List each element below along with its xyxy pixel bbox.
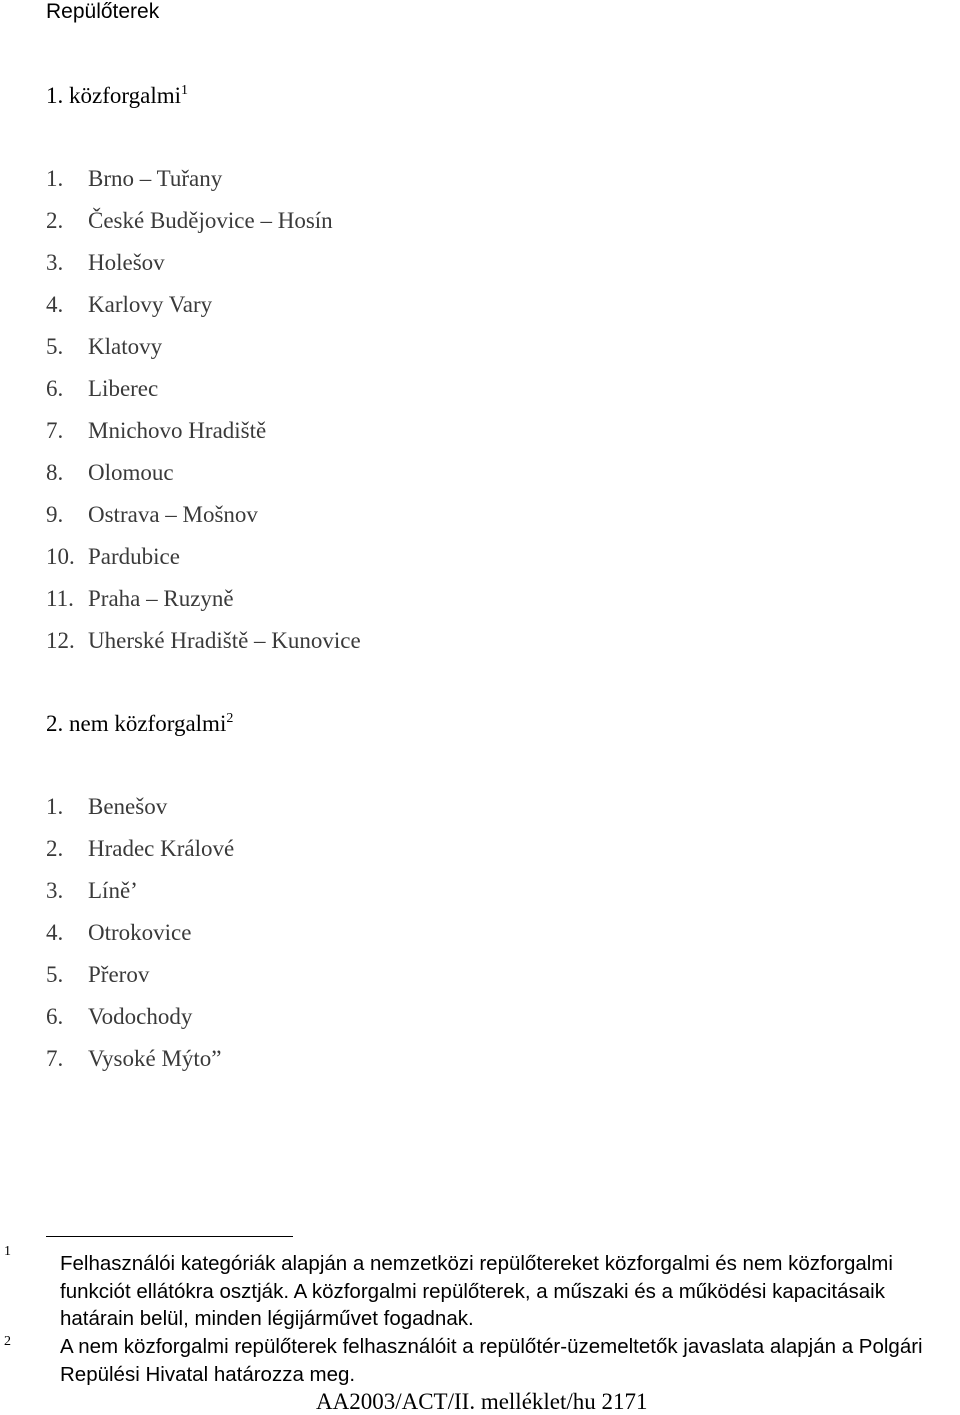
list-item-number: 5.: [46, 334, 64, 359]
list-item-name: Liberec: [88, 376, 159, 401]
list-item-name: Přerov: [88, 962, 150, 987]
footnote-text-2: A nem közforgalmi repülőterek felhasználóit a repülőtér-üzemeltetők javaslata alapján a Polgári Repülési Hivatal határozza meg.: [60, 1335, 923, 1386]
list-item-number: 1.: [46, 166, 64, 191]
list-item: [46, 250, 165, 276]
list-item-name: Otrokovice: [88, 920, 192, 945]
page-footer: AA2003/ACT/II. melléklet/hu 2171: [316, 1389, 648, 1414]
list-item-name: Pardubice: [88, 544, 180, 569]
list-item-number: 10.: [46, 544, 75, 569]
list-item-number: 3.: [46, 250, 64, 275]
list-item-name: Klatovy: [88, 334, 163, 359]
list-item-number: 7.: [46, 418, 64, 443]
list-item-number: 7.: [46, 1046, 64, 1071]
list-item: [46, 544, 180, 570]
list-item-name: Praha – Ruzyně: [88, 586, 234, 611]
list-item-name: Olomouc: [88, 460, 174, 485]
footnote-ref-2: 2: [226, 711, 234, 726]
list-item-number: 2.: [46, 208, 64, 233]
list-item: [46, 376, 158, 402]
list-item-name: Vodochody: [88, 1004, 193, 1029]
list-item: [46, 208, 333, 234]
list-item-number: 11.: [46, 586, 74, 611]
list-item-name: Karlovy Vary: [88, 292, 213, 317]
list-item-number: 12.: [46, 628, 75, 653]
section-heading-nonpublic: [46, 711, 233, 737]
list-item: [46, 878, 138, 904]
list-item-name: Mnichovo Hradiště: [88, 418, 267, 443]
footnote-ref-1: 1: [181, 83, 188, 98]
list-item: [46, 628, 361, 654]
list-item: [46, 920, 191, 946]
list-item: [46, 1046, 222, 1072]
list-item: [46, 502, 258, 528]
list-item: [46, 334, 162, 360]
list-item-number: 8.: [46, 460, 64, 485]
list-item-name: Vysoké Mýto”: [88, 1046, 222, 1071]
section-heading-nonpublic-text: 2. nem közforgalmi: [46, 711, 227, 736]
list-item: [46, 418, 266, 444]
list-item-name: Uherské Hradiště – Kunovice: [88, 628, 361, 653]
list-item-number: 2.: [46, 836, 64, 861]
list-item: [46, 292, 212, 318]
list-item: [46, 1004, 192, 1030]
list-item-name: Ostrava – Mošnov: [88, 502, 258, 527]
list-item-name: Líně’: [88, 878, 138, 903]
section-heading-public: [46, 83, 188, 109]
list-item: [46, 460, 174, 486]
footnote-divider: [46, 1236, 293, 1237]
list-item-name: České Budějovice – Hosín: [88, 208, 333, 233]
list-item: [46, 836, 234, 862]
list-item-name: Holešov: [88, 250, 165, 275]
list-item-number: 1.: [46, 794, 64, 819]
footnote-text-1: Felhasználói kategóriák alapján a nemzetközi repülőtereket közforgalmi és nem közforgalmi funkciót ellátókra osztják. A közforgalmi repülőterek, a műszaki és a működési kapacitásaik határain belül, minden légijárművet fogadnak.: [60, 1252, 893, 1330]
list-item-number: 6.: [46, 1004, 64, 1029]
list-item-name: Benešov: [88, 794, 168, 819]
list-item: [46, 166, 222, 192]
footnote-mark-1: 1: [4, 1244, 11, 1259]
list-item-number: 4.: [46, 920, 64, 945]
footnote-mark-2: 2: [4, 1334, 11, 1349]
list-item-number: 9.: [46, 502, 64, 527]
page-title: Repülőterek: [46, 0, 160, 23]
list-item-name: Brno – Tuřany: [88, 166, 223, 191]
list-item-number: 4.: [46, 292, 64, 317]
list-item-name: Hradec Králové: [88, 836, 235, 861]
list-item-number: 6.: [46, 376, 64, 401]
list-item: [46, 962, 149, 988]
list-item-number: 5.: [46, 962, 64, 987]
list-item: [46, 794, 167, 820]
list-item-number: 3.: [46, 878, 64, 903]
section-heading-public-text: 1. közforgalmi: [46, 83, 181, 108]
list-item: [46, 586, 234, 612]
